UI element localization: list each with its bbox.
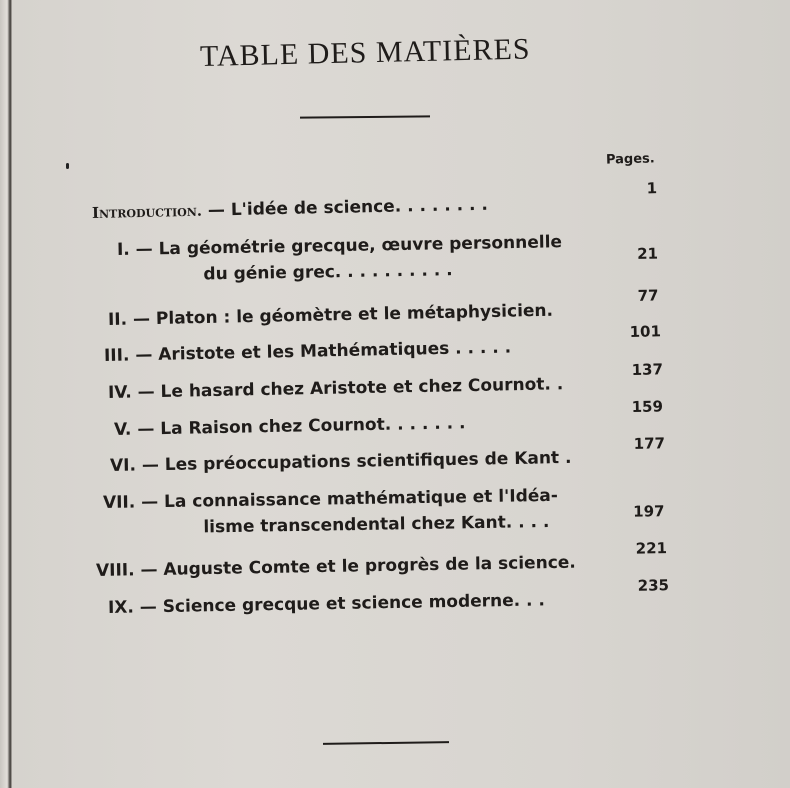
page-number: 101 (629, 322, 662, 341)
chapter-title: Aristote et les Mathématiques . . . . . (158, 337, 512, 365)
dash-separator: — (129, 344, 159, 366)
chapter-number: III. (103, 345, 130, 366)
page-number: 221 (635, 539, 668, 558)
chapter-number: IX. (107, 597, 135, 618)
chapter-number: IV. (107, 382, 132, 403)
chapter-title: L'idée de science. . . . . . . . (230, 194, 489, 221)
dash-separator: — (135, 455, 165, 476)
chapter-number: II. (107, 309, 128, 330)
page-number: 77 (637, 286, 659, 305)
ink-mark (66, 163, 69, 169)
dash-separator: — (126, 308, 157, 330)
chapter-number: VIII. (95, 560, 135, 581)
page-number: 1 (646, 179, 658, 198)
page-number: 177 (633, 434, 666, 453)
page-number: 21 (636, 244, 659, 263)
page-number: 197 (633, 502, 665, 521)
chapter-number: VII. (102, 492, 136, 513)
chapter-title: Platon : le géomètre et le métaphysicien. (155, 300, 554, 329)
chapter-title: La géométrie grecque, œuvre personnelle (158, 232, 563, 260)
chapter-title: Science grecque et science moderne. . . (162, 590, 546, 618)
page-number: 137 (631, 360, 664, 379)
page-number: 235 (637, 576, 670, 595)
chapter-title-continuation: lisme transcendental chez Kant. . . . (203, 511, 550, 538)
chapter-number: V. (113, 419, 132, 440)
chapter-title: Les préoccupations scientifiques de Kant . (164, 447, 572, 476)
chapter-title: Auguste Comte et le progrès de la science. (163, 552, 576, 580)
dash-separator: — (133, 597, 163, 618)
dash-separator: — (129, 239, 159, 260)
page-number: 159 (631, 397, 664, 417)
chapter-title: La Raison chez Cournot. . . . . . . (160, 413, 466, 440)
dash-separator: — (131, 419, 161, 440)
chapter-number: Introduction. (91, 201, 203, 222)
dash-separator: — (131, 381, 161, 403)
chapter-title-continuation: du génie grec. . . . . . . . . . (203, 260, 453, 285)
dash-separator: — (135, 492, 165, 513)
page-binding-edge (0, 0, 12, 788)
page-title: TABLE DES MATIÈRES (199, 32, 531, 73)
dash-separator: — (134, 559, 164, 581)
dash-separator: — (201, 200, 232, 221)
chapter-number: I. (116, 239, 130, 260)
chapter-title: Le hasard chez Aristote et chez Cournot. . (160, 374, 564, 402)
pages-column-header: Pages. (605, 151, 655, 168)
chapter-title: La connaissance mathématique et l'Idéa- (163, 485, 558, 513)
chapter-number: VI. (109, 455, 137, 476)
